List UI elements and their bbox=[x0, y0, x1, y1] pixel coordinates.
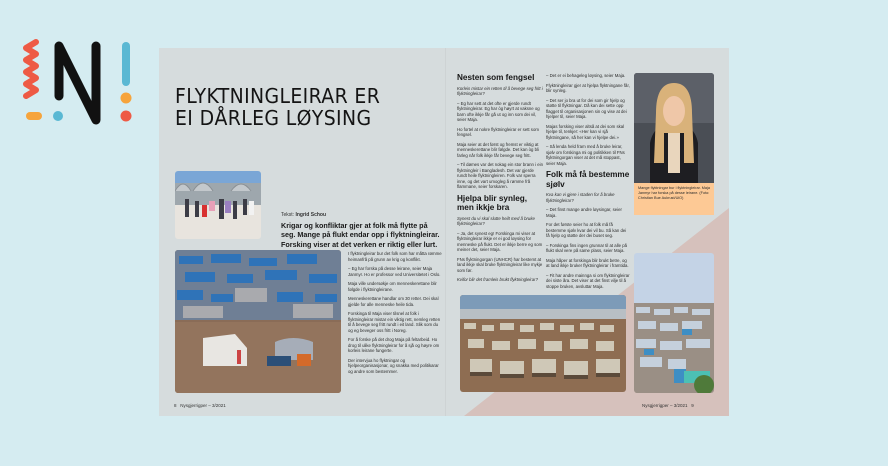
body-paragraph: Majas forsking viser altså at dei som skal hjelpe til, tenkjer: «Her kan vi sjå flyktningane, så her kan vi hjelpe dei.» bbox=[546, 123, 625, 140]
blue-dot-icon bbox=[53, 111, 63, 121]
question: Kvifor blir det framleis brukt flyktningleirar? bbox=[457, 277, 538, 282]
body-paragraph: Maja seier at det først og fremst er viktig at menneskerettane blir følgde. Det kan òg bli farleg når folk ikkje får bevege seg fritt. bbox=[457, 141, 539, 158]
letter-n-icon bbox=[59, 46, 96, 120]
article-title bbox=[175, 85, 380, 129]
right-column-2 bbox=[546, 73, 630, 293]
left-page bbox=[159, 48, 446, 416]
body-paragraph: Ho fortel at nokre flyktningleirar er sett som fengsel. bbox=[457, 126, 539, 137]
body-paragraph: – Det er ei behageleg løysing, seier Maja. bbox=[546, 73, 626, 78]
tent-camp-photo-art bbox=[175, 250, 341, 393]
photo-children-circle bbox=[175, 171, 261, 239]
body-paragraph: – Ja, det synest eg! Forskinga mi viser at flyktningleirar ikkje er ei god løysing for menneske på flukt. Det er ikkje berre eg som meiner det, seier Maja. bbox=[457, 230, 543, 252]
dense-shelters-photo-art bbox=[634, 253, 714, 393]
body-paragraph: – Det finst mange andre løysingar, seier Maja. bbox=[546, 207, 622, 218]
subheading-hjelpa-blir-synleg: Hjelpa blir synleg, men ikkje bra bbox=[457, 193, 528, 212]
title-line-1: FLYKTNINGLEIRAR ER bbox=[175, 84, 381, 108]
byline bbox=[281, 212, 326, 218]
body-paragraph: For å forske på det drog Maja på feltarbeid. Ho drog til ulike flyktningleirar for å sjå og høyre om korleis leirane fungerte. bbox=[348, 337, 440, 353]
body-paragraph: Maja håper at forskinga blir brukt betre, og at land ikkje bruker flyktningleirar i framtida. bbox=[546, 257, 629, 268]
body-paragraph: Menneskerettane handlar om 30 retter. Dei skal gjelde for alle menneske heile tida. bbox=[348, 296, 439, 307]
rows-of-tents-photo-art bbox=[460, 295, 626, 392]
article-ingress: Krigar og konfliktar gjer at folk må flytte på seg. Mange på flukt endar opp i flyktningleirar. Forsking viser at det verken er riktig eller lurt. bbox=[281, 221, 440, 249]
nysgjerrigper-logo bbox=[22, 34, 142, 134]
body-paragraph: FNs flyktningorgan (UNHCR) har bestemt at land ikkje skal bruke flyktningleirar like mykje som før. bbox=[457, 256, 543, 273]
body-paragraph: – Fit har andre mainnga si om flyktningleirar dei siste åra. Det viser at det finst vilje til å stoppe bruken, avsluttar Maja. bbox=[546, 272, 630, 289]
body-paragraph: Der intervjua ho flyktningar og hjelpeorganisasjonar, og snakka med politikarar og andre som bestemmer. bbox=[348, 357, 439, 374]
photo-tent-camp bbox=[175, 250, 341, 393]
right-page bbox=[446, 48, 729, 416]
question: Synest du vi skal slutte heilt med å bruke flyktningleirar? bbox=[457, 215, 535, 226]
photo-dense-shelters bbox=[634, 253, 714, 393]
body-paragraph: Forskinga til Maja viser tilsnel at folk i flyktningleirar mistar ein viktig rett, nemleg retten til å bevege seg fritt rundt i eit land. Slik som du og eg beveger oss fritt i Noreg. bbox=[348, 311, 441, 333]
question: Kva kan vi gjere i staden for å bruke flyktningleirar? bbox=[546, 192, 615, 203]
question: Korleis mistar ein retten til å bevege seg fritt i flyktningleirar? bbox=[457, 85, 543, 96]
subheading-folk-maa-faa-bestemme: Folk må få bestemme sjølv bbox=[546, 170, 630, 189]
body-paragraph: – Så lenda held fram med å bruke leirar, sjølv om forskinga mi og politikken til FNs flyktningorgan viser at det må stoppast, seier Maja. bbox=[546, 144, 625, 166]
right-column-1 bbox=[457, 71, 543, 287]
body-paragraph: – Det ser jo bra ut for dei som gir hjelp og støtte til flyktningar. Då kan dei sette opp flagget til organisasjonen sin og vise at dei hjelper til, seier Maja. bbox=[546, 97, 627, 119]
body-paragraph: – Eg har forska på desse leirane, seier Maja Janmyr. Ho er professor ved Universitetet i Oslo. bbox=[348, 266, 441, 277]
body-paragraph: – Eg har sett at det ofte er gjerde rundt flyktningleirar. Eg har òg høyrt at vaksne og barn ofte ikkje får gå ut og inn som dei vil, seier Maja. bbox=[457, 100, 540, 122]
title-line-2: EI DÅRLEG LØYSING bbox=[175, 106, 372, 130]
body-paragraph: – Forskinga fins ingen grunnar til at alle på flukt skal vere på same plass, seier Maja. bbox=[546, 242, 627, 253]
right-folio: Nysgjerrigper – 3/2021 9 bbox=[642, 403, 694, 408]
exclamation-dot-red-icon bbox=[121, 111, 132, 122]
photo-caption: Mange flyktningar bur i flyktningleirar. Maja Janmyr har forska på desse leirane. (Foto: Christian Bue Aukrust/UiO) bbox=[634, 183, 714, 215]
left-body-column bbox=[348, 251, 442, 378]
body-paragraph: I flyktningleirar bur det folk som har måtta rømme heimanfrå på grunn av krig og konflikt. bbox=[348, 251, 442, 262]
body-paragraph: For det første seier ho at folk må få bestemme sjølv kvar dei vil bu. Så kan dei få hjelp og støtte der dei buset seg. bbox=[546, 222, 627, 238]
portrait-photo-art bbox=[634, 73, 714, 183]
body-paragraph: – Til dømes var det nokag ein stor brann i ein flyktningleir i Bangladesh. Det var gjerde rundt heile flyktningleiren. Folk var sperra inne, og det vart umogleg å rømme frå flammane, seier forskaren. bbox=[457, 162, 543, 189]
magazine-spread bbox=[159, 48, 729, 416]
photo-portrait-maja-janmyr bbox=[634, 73, 714, 183]
body-paragraph: Flyktningleirar gjer at hjelpa flyktningane får, blir synleg. bbox=[546, 82, 630, 93]
children-photo-art bbox=[175, 171, 261, 239]
exclamation-dot-orange-icon bbox=[121, 93, 132, 104]
photo-rows-of-tents bbox=[460, 295, 626, 392]
body-paragraph: Maja ville undersøkje om menneskerettane blir følgde i flyktningleirane. bbox=[348, 281, 437, 292]
subheading-nesten-som-fengsel: Nesten som fengsel bbox=[457, 73, 535, 82]
byline-label: Tekst: bbox=[281, 212, 295, 218]
zigzag-icon bbox=[26, 42, 36, 96]
left-folio: 8 Nysgjerrigper – 3/2021 bbox=[174, 403, 226, 408]
byline-author: Ingrid Schou bbox=[295, 212, 327, 218]
